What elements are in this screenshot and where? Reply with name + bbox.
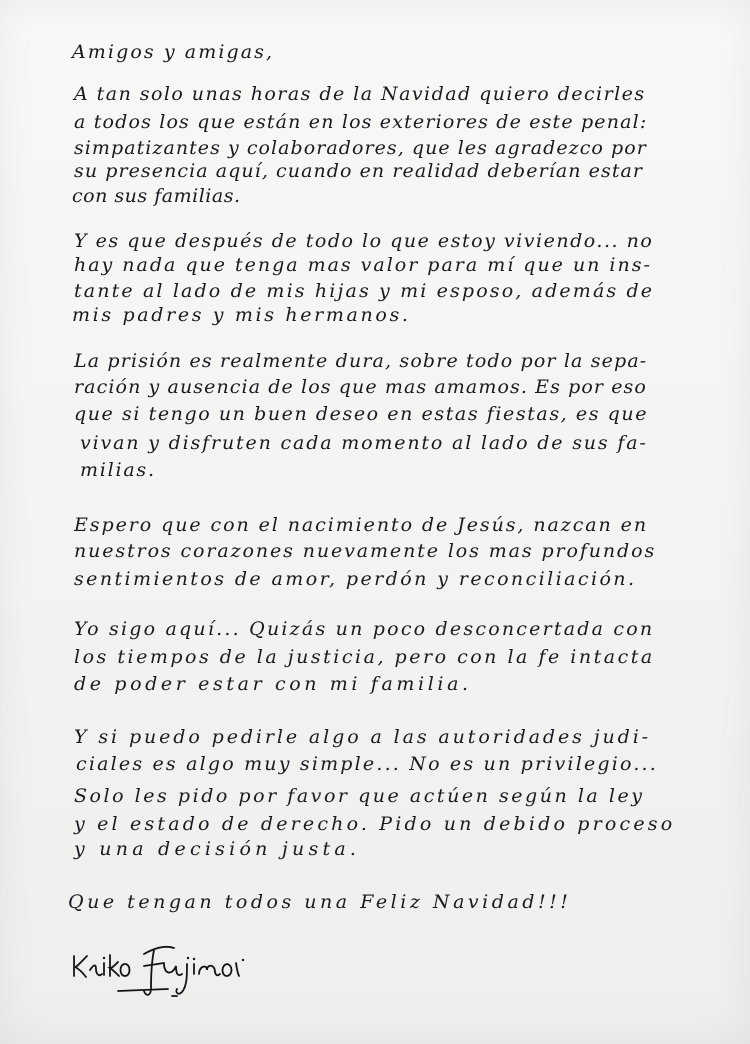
letter-line: sentimientos de amor, perdón y reconciliación. xyxy=(74,568,637,590)
letter-line: nuestros corazones nuevamente los mas profundos xyxy=(74,540,657,562)
letter-line: vivan y disfruten cada momento al lado de sus fa- xyxy=(80,432,648,454)
letter-line: Yo sigo aquí... Quizás un poco desconcertada con xyxy=(74,618,655,640)
letter-line: milias. xyxy=(80,459,156,481)
letter-line: Solo les pido por favor que actúen según la ley xyxy=(74,785,645,807)
letter-line: Espero que con el nacimiento de Jesús, nazcan en xyxy=(74,514,649,536)
letter-line: simpatizantes y colaboradores, que les agradezco por xyxy=(74,137,647,159)
letter-line: los tiempos de la justicia, pero con la fe intacta xyxy=(74,646,655,668)
letter-line: tante al lado de mis hijas y mi esposo, además de xyxy=(74,280,655,302)
letter-line: y una decisión justa. xyxy=(74,838,361,860)
letter-line: y el estado de derecho. Pido un debido proceso xyxy=(74,813,676,835)
letter-line: que si tengo un buen deseo en estas fiestas, es que xyxy=(74,403,649,425)
letter-line: Y si puedo pedirle algo a las autoridades judi- xyxy=(74,726,652,748)
signature xyxy=(70,936,270,1006)
letter-line: de poder estar con mi familia. xyxy=(74,673,472,695)
letter-line: su presencia aquí, cuando en realidad deberían estar xyxy=(74,160,644,182)
letter-line: ciales es algo muy simple... No es un privilegio... xyxy=(76,753,659,775)
letter-line: La prisión es realmente dura, sobre todo por la sepa- xyxy=(74,350,648,372)
letter-line: ración y ausencia de los que mas amamos. Es por eso xyxy=(74,376,647,398)
letter-line: Y es que después de todo lo que estoy viviendo... no xyxy=(74,230,654,252)
letter-line: A tan solo unas horas de la Navidad quiero decirles xyxy=(74,83,646,105)
closing-line: Que tengan todos una Feliz Navidad!!! xyxy=(68,891,572,913)
salutation: Amigos y amigas, xyxy=(72,41,275,63)
letter-line: mis padres y mis hermanos. xyxy=(72,304,411,326)
letter-line: con sus familias. xyxy=(72,185,241,207)
letter-line: hay nada que tenga mas valor para mí que un ins- xyxy=(74,254,652,276)
letter-line: a todos los que están en los exteriores de este penal: xyxy=(74,111,648,133)
